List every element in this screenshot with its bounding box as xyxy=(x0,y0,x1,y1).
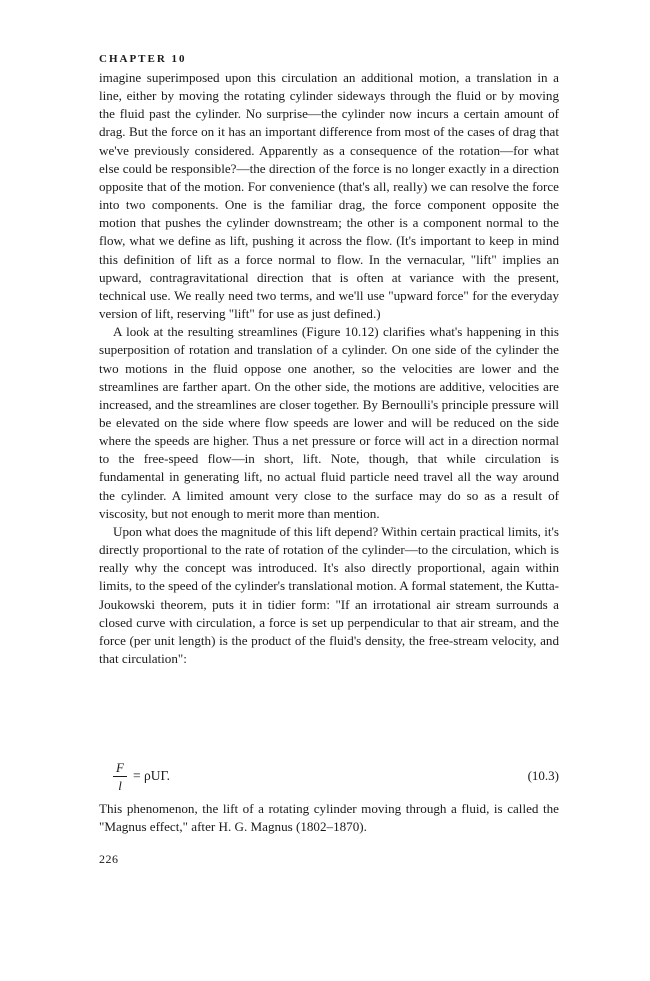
paragraph-1: imagine superimposed upon this circulation an additional motion, a translation in a line, either by moving the rotating cylinder sideways through the fluid or by moving the fluid past the cylinder. No surprise—the cylinder now incurs a certain amount of drag. But the force on it has an important difference from most of the cases of drag that we've previously considered. Apparently as a consequence of the rotation—for what else could be responsible?—the direction of the force is no longer exactly in a direction opposite that of the motion. For convenience (that's all, really) we can resolve the force into two components. One is the familiar drag, the force component opposite the motion that pushes the cylinder downstream; the other is a component normal to the flow, what we define as lift, pushing it across the flow. (It's important to keep in mind this definition of lift as a force normal to flow. In the vernacular, "lift" implies an upward, contragravitational direction that is often at variance with the present, technical use. We really need two terms, and we'll use "upward force" for the everyday version of lift, reserving "lift" for use as just defined.) xyxy=(99,70,559,322)
paragraph-2: A look at the resulting streamlines (Figure 10.12) clarifies what's happening in this superposition of rotation and translation of a cylinder. On one side of the cylinder the two motions in the fluid oppose one another, so the velocities are lower and the streamlines are farther apart. On the other side, the motions are additive, velocities are increased, and the streamlines are closer together. By Bernoulli's principle pressure will be elevated on the side where flow speeds are lower and will be reduced on the side where the speeds are higher. Thus a net pressure or force will act in a direction normal to the free-speed flow—in short, lift. Note, though, that while circulation is fundamental in generating lift, no actual fluid particle need travel all the way around the cylinder. A limited amount very close to the surface may do so as a result of viscosity, but not enough to merit more than mention. xyxy=(99,324,559,521)
fraction-denominator: l xyxy=(118,778,122,793)
page-number: 226 xyxy=(99,852,119,866)
equation-number: (10.3) xyxy=(527,768,559,783)
fraction-bar xyxy=(113,776,127,777)
equation-right-side: = ρUΓ. xyxy=(133,768,171,783)
running-head: CHAPTER 10 xyxy=(99,53,187,65)
fraction-numerator: F xyxy=(116,760,124,775)
paragraph-3: Upon what does the magnitude of this lift depend? Within certain practical limits, it's directly proportional to the rate of rotation of the cylinder—to the circulation, which is really why the concept was introduced. It's also directly proportional, again within limits, to the speed of the cylinder's translational motion. A formal statement, the Kutta-Joukowski theorem, puts it in tidier form: "If an irrotational air stream surrounds a closed curve with circulation, a force is set up perpendicular to that air stream, and the force (per unit length) is the product of the fluid's density, the free-stream velocity, and that circulation": xyxy=(99,523,559,666)
paragraph-4: This phenomenon, the lift of a rotating cylinder moving through a fluid, is called the "Magnus effect," after H. G. Magnus (1802–1870). xyxy=(99,801,559,835)
main-text xyxy=(99,69,559,668)
equation-fraction xyxy=(113,760,127,793)
closing-text xyxy=(99,800,559,836)
equation-10-3 xyxy=(99,760,559,796)
